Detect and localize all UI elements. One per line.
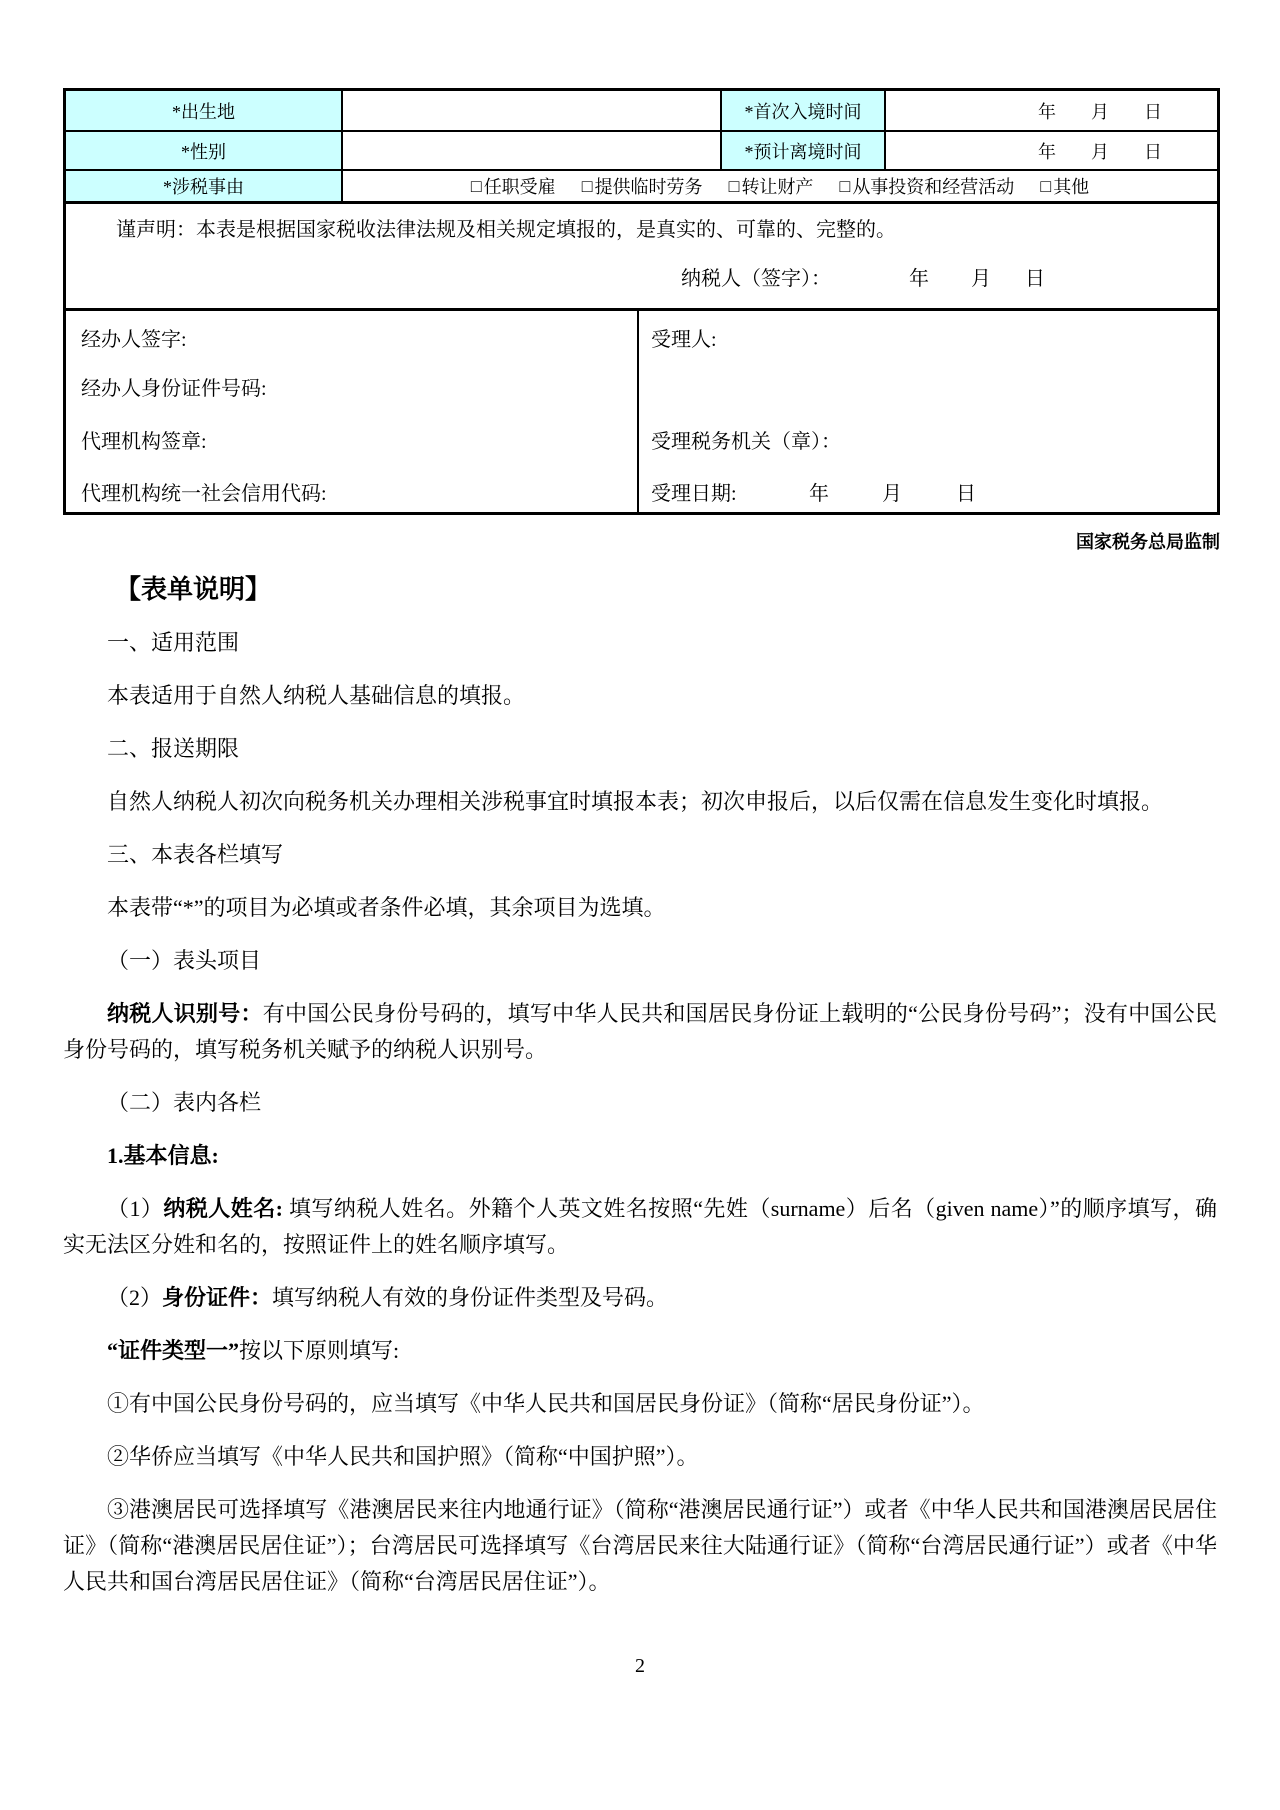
year-label: 年 [1038, 141, 1056, 162]
day-label: 日 [956, 483, 976, 505]
month-label: 月 [882, 483, 902, 505]
first-entry-time-label: *首次入境时间 [744, 101, 862, 122]
table-header-rows [66, 91, 1217, 201]
checkbox-option-temp-labor[interactable] [582, 173, 703, 199]
year-label: 年 [809, 483, 829, 505]
checkbox-option-label: 提供临时劳务 [594, 177, 703, 197]
year-label: 年 [1038, 101, 1056, 122]
instructions-paragraph: 1.基本信息: [107, 1143, 219, 1168]
expected-departure-label: *预计离境时间 [744, 141, 862, 162]
agent-signature-label: 经办人签字: [81, 329, 187, 351]
checkbox-option-label: 任职受雇 [483, 177, 556, 197]
first-entry-time-label-cell [720, 91, 884, 130]
declaration-statement: 谨声明：本表是根据国家税收法律法规及相关规定填报的，是真实的、可靠的、完整的。 [116, 219, 896, 241]
instructions-paragraph: 一、适用范围 [107, 630, 240, 655]
declaration-cell [66, 201, 1217, 308]
instructions-paragraph: ③港澳居民可选择填写《港澳居民来往内地通行证》（简称“港澳居民通行证”）或者《中华人民共和国港澳居民居住证》（简称“港澳居民居住证”）；台湾居民可选择填写《台湾居民来往大陆通行证》（简称“台湾居民通行证”）或者《中华人民共和国台湾居民居住证》（简称“台湾居民居住证”）。 [63, 1497, 1217, 1594]
checkbox-icon[interactable]: □ [581, 175, 593, 196]
checkbox-option-label: 其他 [1053, 177, 1090, 197]
instructions-paragraph: “证件类型一”按以下原则填写: [107, 1338, 400, 1363]
instructions-paragraph: 自然人纳税人初次向税务机关办理相关涉税事宜时填报本表；初次申报后，以后仅需在信息发生变化时填报。 [107, 789, 1164, 814]
month-label: 月 [1091, 101, 1109, 122]
checkbox-icon[interactable]: □ [728, 175, 740, 196]
form-instructions [63, 572, 1217, 1617]
month-label: 月 [971, 268, 991, 290]
day-label: 日 [1144, 141, 1162, 162]
accept-date-label: 受理日期: [651, 483, 737, 505]
instructions-title: 【表单说明】 [115, 575, 272, 604]
day-label: 日 [1144, 101, 1162, 122]
checkbox-option-investment[interactable] [839, 173, 1014, 199]
instructions-paragraph: ①有中国公民身份号码的，应当填写《中华人民共和国居民身份证》（简称“居民身份证”）。 [107, 1391, 985, 1416]
instructions-paragraph: （一）表头项目 [107, 948, 262, 973]
tax-matter-options-cell [341, 169, 1217, 201]
acceptor-label: 受理人: [651, 329, 717, 351]
birthplace-label-cell [66, 91, 341, 130]
page-number: 2 [635, 1655, 645, 1677]
birthplace-value-cell[interactable] [341, 91, 720, 130]
checkbox-icon[interactable]: □ [839, 175, 851, 196]
checkbox-option-other[interactable] [1040, 173, 1089, 199]
year-label: 年 [909, 268, 929, 290]
checkbox-icon[interactable]: □ [470, 175, 482, 196]
taxpayer-signature-label: 纳税人（签字）： [681, 268, 831, 290]
instructions-paragraph: （2）身份证件：填写纳税人有效的身份证件类型及号码。 [107, 1285, 669, 1310]
expected-departure-date-cell[interactable] [884, 130, 1217, 169]
gender-label: *性别 [181, 141, 226, 162]
checkbox-option-label: 从事投资和经营活动 [852, 177, 1015, 197]
agent-section-cell [66, 311, 639, 512]
supervision-note: 国家税务总局监制 [1076, 532, 1220, 552]
tax-matter-label-cell [66, 169, 341, 201]
taxpayer-info-table [63, 88, 1220, 515]
acceptance-section-cell [639, 311, 1217, 512]
agency-credit-code-label: 代理机构统一社会信用代码: [81, 483, 327, 505]
gender-value-cell[interactable] [341, 130, 720, 169]
month-label: 月 [1091, 141, 1109, 162]
checkbox-option-employment[interactable] [471, 173, 556, 199]
birthplace-label: *出生地 [172, 101, 235, 122]
expected-departure-label-cell [720, 130, 884, 169]
instructions-paragraph: 二、报送期限 [107, 736, 240, 761]
instructions-paragraph: 本表适用于自然人纳税人基础信息的填报。 [107, 683, 526, 708]
checkbox-icon[interactable]: □ [1040, 175, 1052, 196]
gender-label-cell [66, 130, 341, 169]
instructions-paragraph: （1）纳税人姓名: 填写纳税人姓名。外籍个人英文姓名按照“先姓（surname）后名（given name）”的顺序填写，确实无法区分姓和名的，按照证件上的姓名顺序填写。 [63, 1196, 1217, 1257]
instructions-paragraph: 纳税人识别号：有中国公民身份号码的，填写中华人民共和国居民身份证上载明的“公民身份号码”；没有中国公民身份号码的，填写税务机关赋予的纳税人识别号。 [63, 1001, 1217, 1062]
tax-authority-seal-label: 受理税务机关（章）： [651, 431, 841, 453]
tax-matter-label: *涉税事由 [163, 177, 244, 197]
checkbox-option-property-transfer[interactable] [729, 173, 814, 199]
instructions-paragraph: 三、本表各栏填写 [107, 842, 284, 867]
day-label: 日 [1025, 268, 1045, 290]
instructions-paragraph: （二）表内各栏 [107, 1090, 262, 1115]
agent-id-number-label: 经办人身份证件号码: [81, 378, 267, 400]
first-entry-date-cell[interactable] [884, 91, 1217, 130]
handling-section [66, 308, 1217, 512]
agency-seal-label: 代理机构签章: [81, 431, 207, 453]
instructions-paragraph: 本表带“*”的项目为必填或者条件必填，其余项目为选填。 [107, 895, 666, 920]
instructions-paragraph: ②华侨应当填写《中华人民共和国护照》（简称“中国护照”）。 [107, 1444, 699, 1469]
checkbox-option-label: 转让财产 [741, 177, 814, 197]
